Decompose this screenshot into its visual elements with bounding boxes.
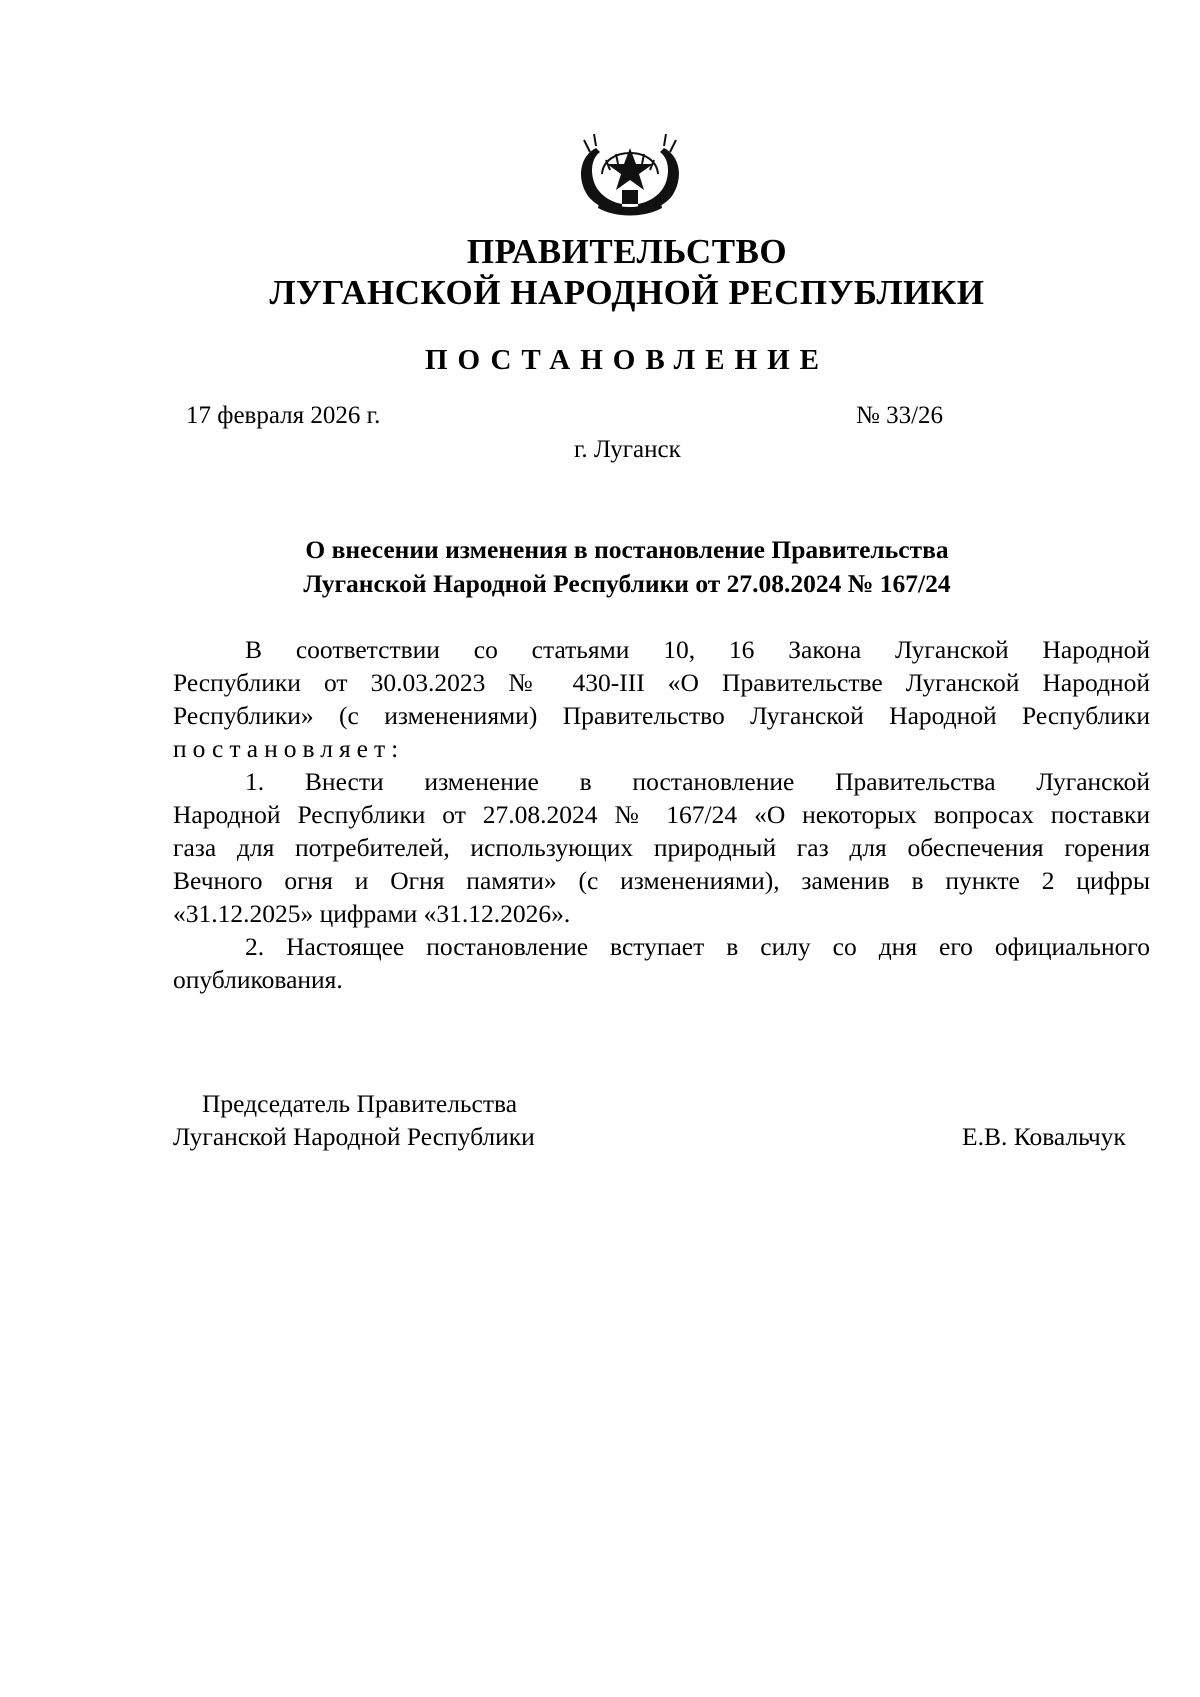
item2-line: 2. Настоящее постановление вступает в силу со дня его официального bbox=[245, 932, 1150, 961]
document-type: ПОСТАНОВЛЕНИЕ bbox=[424, 344, 829, 376]
government-title-line1: ПРАВИТЕЛЬСТВО bbox=[466, 232, 788, 271]
signature-position-line2: Луганской Народной Республики bbox=[173, 1122, 535, 1151]
signature-position-line1: Председатель Правительства bbox=[202, 1089, 518, 1118]
signature-name: Е.В. Ковальчук bbox=[962, 1122, 1126, 1151]
item2-line: опубликования. bbox=[173, 965, 343, 994]
body-line: В соответствии со статьями 10, 16 Закона Луганской Народной bbox=[245, 635, 1150, 664]
item1-line: Вечного огня и Огня памяти» (с изменениями), заменив в пункте 2 цифры bbox=[173, 866, 1150, 895]
body-line: Республики» (с изменениями) Правительство Луганской Народной Республики bbox=[173, 701, 1150, 730]
item1-line: газа для потребителей, использующих природный газ для обеспечения горения bbox=[173, 833, 1150, 862]
document-body bbox=[173, 633, 1150, 996]
document-number: № 33/26 bbox=[856, 402, 944, 429]
item1-line: 1. Внести изменение в постановление Правительства Луганской bbox=[245, 767, 1150, 796]
decree-word: постановляет: bbox=[173, 734, 405, 763]
document-city: г. Луганск bbox=[574, 436, 681, 463]
coat-of-arms-icon bbox=[566, 118, 694, 218]
item1-line: Народной Республики от 27.08.2024 № 167/24 «О некоторых вопросах поставки bbox=[173, 800, 1150, 829]
body-line: Республики от 30.03.2023 № 430-III «О Правительстве Луганской Народной bbox=[173, 668, 1150, 697]
subject-line1: О внесении изменения в постановление Правительства bbox=[305, 535, 949, 564]
item1-line: «31.12.2025» цифрами «31.12.2026». bbox=[173, 899, 571, 928]
government-title-line2: ЛУГАНСКОЙ НАРОДНОЙ РЕСПУБЛИКИ bbox=[269, 273, 985, 312]
subject-line2: Луганской Народной Республики от 27.08.2024 № 167/24 bbox=[303, 569, 951, 598]
document-date: 17 февраля 2026 г. bbox=[186, 402, 381, 429]
